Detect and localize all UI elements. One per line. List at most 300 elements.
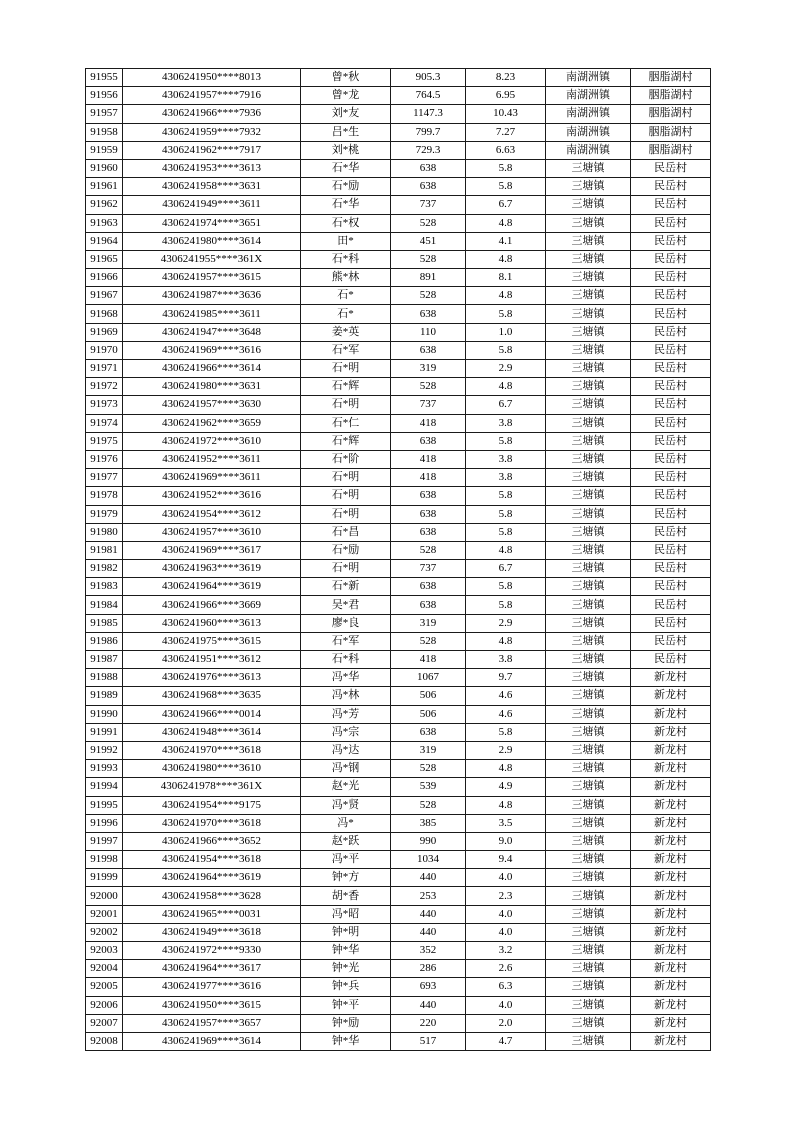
table-cell-town: 三塘镇 <box>546 232 631 250</box>
table-cell-name: 钟*励 <box>301 1014 391 1032</box>
table-cell-town: 三塘镇 <box>546 869 631 887</box>
table-row <box>86 105 711 123</box>
table-cell-seq: 91987 <box>86 651 123 669</box>
table-cell-amount: 638 <box>391 341 466 359</box>
table-cell-id_number: 4306241964****3619 <box>123 869 301 887</box>
table-cell-rate: 3.8 <box>466 469 546 487</box>
table-cell-rate: 2.6 <box>466 960 546 978</box>
table-cell-rate: 4.7 <box>466 1032 546 1050</box>
table-cell-village: 新龙村 <box>631 1014 711 1032</box>
table-cell-village: 民岳村 <box>631 305 711 323</box>
table-cell-name: 胡*香 <box>301 887 391 905</box>
table-cell-village: 新龙村 <box>631 978 711 996</box>
table-cell-id_number: 4306241970****3618 <box>123 741 301 759</box>
table-cell-id_number: 4306241974****3651 <box>123 214 301 232</box>
table-cell-town: 三塘镇 <box>546 505 631 523</box>
table-cell-name: 石*昌 <box>301 523 391 541</box>
table-cell-id_number: 4306241980****3610 <box>123 760 301 778</box>
table-cell-amount: 418 <box>391 651 466 669</box>
table-cell-amount: 1067 <box>391 669 466 687</box>
table-cell-rate: 3.8 <box>466 450 546 468</box>
table-cell-id_number: 4306241953****3613 <box>123 159 301 177</box>
table-cell-amount: 638 <box>391 487 466 505</box>
table-cell-seq: 91986 <box>86 632 123 650</box>
table-cell-id_number: 4306241957****3615 <box>123 269 301 287</box>
table-cell-town: 三塘镇 <box>546 1032 631 1050</box>
table-cell-rate: 2.9 <box>466 614 546 632</box>
table-cell-village: 新龙村 <box>631 796 711 814</box>
table-cell-amount: 539 <box>391 778 466 796</box>
table-cell-name: 石*励 <box>301 541 391 559</box>
table-cell-id_number: 4306241987****3636 <box>123 287 301 305</box>
table-cell-seq: 91975 <box>86 432 123 450</box>
table-cell-id_number: 4306241972****3610 <box>123 432 301 450</box>
table-cell-amount: 352 <box>391 942 466 960</box>
table-cell-rate: 9.4 <box>466 851 546 869</box>
table-row <box>86 541 711 559</box>
table-cell-name: 冯*达 <box>301 741 391 759</box>
table-cell-town: 三塘镇 <box>546 996 631 1014</box>
table-row <box>86 942 711 960</box>
table-row <box>86 741 711 759</box>
table-cell-seq: 91957 <box>86 105 123 123</box>
table-cell-amount: 528 <box>391 632 466 650</box>
table-cell-seq: 91962 <box>86 196 123 214</box>
table-cell-seq: 91961 <box>86 178 123 196</box>
table-cell-town: 三塘镇 <box>546 432 631 450</box>
table-cell-name: 石*新 <box>301 578 391 596</box>
table-cell-id_number: 4306241980****3631 <box>123 378 301 396</box>
table-cell-town: 三塘镇 <box>546 741 631 759</box>
table-cell-rate: 2.9 <box>466 741 546 759</box>
table-row <box>86 378 711 396</box>
table-cell-seq: 91969 <box>86 323 123 341</box>
table-cell-seq: 92005 <box>86 978 123 996</box>
table-cell-rate: 9.7 <box>466 669 546 687</box>
table-cell-town: 三塘镇 <box>546 960 631 978</box>
table-cell-rate: 4.6 <box>466 687 546 705</box>
table-cell-name: 赵*光 <box>301 778 391 796</box>
table-cell-id_number: 4306241976****3613 <box>123 669 301 687</box>
table-cell-name: 石*励 <box>301 178 391 196</box>
table-row <box>86 287 711 305</box>
table-cell-town: 三塘镇 <box>546 832 631 850</box>
table-cell-town: 三塘镇 <box>546 687 631 705</box>
table-cell-amount: 638 <box>391 305 466 323</box>
table-cell-seq: 91979 <box>86 505 123 523</box>
table-cell-id_number: 4306241947****3648 <box>123 323 301 341</box>
table-row <box>86 123 711 141</box>
table-cell-name: 冯*钢 <box>301 760 391 778</box>
table-cell-amount: 638 <box>391 723 466 741</box>
table-cell-name: 石*华 <box>301 196 391 214</box>
table-cell-rate: 8.23 <box>466 69 546 87</box>
table-cell-amount: 729.3 <box>391 141 466 159</box>
table-cell-name: 冯*贤 <box>301 796 391 814</box>
table-cell-town: 南湖洲镇 <box>546 69 631 87</box>
table-row <box>86 341 711 359</box>
table-cell-id_number: 4306241985****3611 <box>123 305 301 323</box>
table-cell-id_number: 4306241966****0014 <box>123 705 301 723</box>
table-cell-id_number: 4306241950****3615 <box>123 996 301 1014</box>
table-cell-town: 三塘镇 <box>546 159 631 177</box>
table-cell-name: 吴*君 <box>301 596 391 614</box>
table-cell-village: 胭脂湖村 <box>631 123 711 141</box>
table-cell-rate: 8.1 <box>466 269 546 287</box>
table-cell-id_number: 4306241966****7936 <box>123 105 301 123</box>
table-cell-rate: 6.7 <box>466 560 546 578</box>
table-cell-town: 三塘镇 <box>546 360 631 378</box>
table-cell-amount: 1034 <box>391 851 466 869</box>
table-cell-id_number: 4306241972****9330 <box>123 942 301 960</box>
table-cell-seq: 91960 <box>86 159 123 177</box>
table-cell-amount: 385 <box>391 814 466 832</box>
table-cell-seq: 91994 <box>86 778 123 796</box>
table-cell-seq: 91968 <box>86 305 123 323</box>
table-cell-village: 新龙村 <box>631 669 711 687</box>
table-cell-id_number: 4306241968****3635 <box>123 687 301 705</box>
table-cell-id_number: 4306241954****3618 <box>123 851 301 869</box>
table-row <box>86 723 711 741</box>
table-cell-amount: 418 <box>391 414 466 432</box>
table-cell-seq: 91997 <box>86 832 123 850</box>
table-cell-town: 三塘镇 <box>546 323 631 341</box>
table-cell-id_number: 4306241964****3617 <box>123 960 301 978</box>
table-cell-village: 民岳村 <box>631 250 711 268</box>
table-cell-town: 三塘镇 <box>546 414 631 432</box>
table-cell-rate: 5.8 <box>466 578 546 596</box>
table-cell-rate: 5.8 <box>466 178 546 196</box>
table-cell-village: 民岳村 <box>631 214 711 232</box>
table-cell-amount: 440 <box>391 923 466 941</box>
table-cell-village: 民岳村 <box>631 596 711 614</box>
table-cell-rate: 2.0 <box>466 1014 546 1032</box>
table-row <box>86 87 711 105</box>
table-cell-village: 民岳村 <box>631 505 711 523</box>
table-cell-id_number: 4306241955****361X <box>123 250 301 268</box>
table-cell-rate: 4.8 <box>466 632 546 650</box>
table-cell-seq: 91984 <box>86 596 123 614</box>
table-cell-name: 曾*龙 <box>301 87 391 105</box>
table-cell-village: 民岳村 <box>631 360 711 378</box>
table-cell-town: 三塘镇 <box>546 596 631 614</box>
table-cell-rate: 1.0 <box>466 323 546 341</box>
table-cell-id_number: 4306241975****3615 <box>123 632 301 650</box>
table-cell-seq: 91966 <box>86 269 123 287</box>
table-cell-town: 三塘镇 <box>546 523 631 541</box>
table-cell-rate: 4.0 <box>466 905 546 923</box>
table-cell-rate: 4.8 <box>466 287 546 305</box>
table-cell-town: 三塘镇 <box>546 760 631 778</box>
table-cell-seq: 91998 <box>86 851 123 869</box>
table-cell-village: 新龙村 <box>631 760 711 778</box>
table-cell-name: 石*明 <box>301 487 391 505</box>
table-cell-name: 钟*光 <box>301 960 391 978</box>
table-row <box>86 687 711 705</box>
table-cell-seq: 91967 <box>86 287 123 305</box>
table-cell-seq: 91976 <box>86 450 123 468</box>
table-cell-seq: 91980 <box>86 523 123 541</box>
table-cell-amount: 528 <box>391 287 466 305</box>
table-cell-village: 民岳村 <box>631 232 711 250</box>
table-cell-id_number: 4306241960****3613 <box>123 614 301 632</box>
table-cell-amount: 638 <box>391 178 466 196</box>
table-cell-rate: 7.27 <box>466 123 546 141</box>
table-cell-seq: 91992 <box>86 741 123 759</box>
table-cell-seq: 91955 <box>86 69 123 87</box>
table-cell-village: 民岳村 <box>631 578 711 596</box>
table-cell-amount: 737 <box>391 196 466 214</box>
table-row <box>86 560 711 578</box>
table-row <box>86 178 711 196</box>
table-row <box>86 1032 711 1050</box>
table-row <box>86 69 711 87</box>
table-cell-name: 姜*英 <box>301 323 391 341</box>
table-cell-amount: 506 <box>391 705 466 723</box>
table-row <box>86 305 711 323</box>
table-cell-rate: 5.8 <box>466 505 546 523</box>
table-cell-name: 刘*友 <box>301 105 391 123</box>
table-cell-town: 三塘镇 <box>546 305 631 323</box>
table-row <box>86 214 711 232</box>
table-row <box>86 232 711 250</box>
table-row <box>86 851 711 869</box>
table-cell-name: 冯*昭 <box>301 905 391 923</box>
table-cell-rate: 4.8 <box>466 796 546 814</box>
table-cell-amount: 418 <box>391 450 466 468</box>
table-cell-id_number: 4306241964****3619 <box>123 578 301 596</box>
table-row <box>86 832 711 850</box>
table-row <box>86 651 711 669</box>
table-cell-amount: 528 <box>391 250 466 268</box>
table-cell-village: 民岳村 <box>631 178 711 196</box>
table-cell-name: 石*华 <box>301 159 391 177</box>
table-cell-id_number: 4306241969****3614 <box>123 1032 301 1050</box>
table-cell-town: 三塘镇 <box>546 851 631 869</box>
table-cell-name: 钟*兵 <box>301 978 391 996</box>
table-row <box>86 414 711 432</box>
table-row <box>86 469 711 487</box>
table-cell-amount: 286 <box>391 960 466 978</box>
table-cell-town: 三塘镇 <box>546 923 631 941</box>
table-cell-name: 石*辉 <box>301 432 391 450</box>
table-row <box>86 250 711 268</box>
table-cell-seq: 91974 <box>86 414 123 432</box>
table-cell-name: 石* <box>301 287 391 305</box>
table-cell-village: 新龙村 <box>631 942 711 960</box>
table-cell-seq: 92008 <box>86 1032 123 1050</box>
table-cell-rate: 6.63 <box>466 141 546 159</box>
table-cell-village: 新龙村 <box>631 1032 711 1050</box>
table-cell-town: 三塘镇 <box>546 450 631 468</box>
table-cell-seq: 92000 <box>86 887 123 905</box>
table-cell-id_number: 4306241957****3657 <box>123 1014 301 1032</box>
table-row <box>86 796 711 814</box>
table-cell-id_number: 4306241978****361X <box>123 778 301 796</box>
table-cell-id_number: 4306241957****3610 <box>123 523 301 541</box>
table-row <box>86 269 711 287</box>
table-cell-village: 新龙村 <box>631 905 711 923</box>
table-cell-amount: 440 <box>391 996 466 1014</box>
table-cell-amount: 764.5 <box>391 87 466 105</box>
table-row <box>86 141 711 159</box>
table-cell-village: 新龙村 <box>631 741 711 759</box>
table-cell-amount: 638 <box>391 505 466 523</box>
table-cell-village: 民岳村 <box>631 287 711 305</box>
table-cell-seq: 91970 <box>86 341 123 359</box>
table-cell-amount: 517 <box>391 1032 466 1050</box>
table-cell-rate: 4.8 <box>466 760 546 778</box>
table-cell-village: 新龙村 <box>631 851 711 869</box>
table-cell-id_number: 4306241969****3617 <box>123 541 301 559</box>
table-row <box>86 614 711 632</box>
table-row <box>86 760 711 778</box>
table-cell-seq: 92001 <box>86 905 123 923</box>
table-cell-amount: 1147.3 <box>391 105 466 123</box>
table-row <box>86 505 711 523</box>
table-cell-village: 民岳村 <box>631 651 711 669</box>
table-cell-rate: 4.8 <box>466 378 546 396</box>
table-cell-name: 石*明 <box>301 360 391 378</box>
table-row <box>86 196 711 214</box>
table-cell-seq: 91971 <box>86 360 123 378</box>
table-cell-id_number: 4306241962****3659 <box>123 414 301 432</box>
table-cell-town: 三塘镇 <box>546 796 631 814</box>
table-cell-rate: 5.8 <box>466 723 546 741</box>
table-cell-town: 三塘镇 <box>546 250 631 268</box>
subsidy-table <box>85 68 711 1051</box>
table-cell-id_number: 4306241966****3652 <box>123 832 301 850</box>
table-cell-amount: 220 <box>391 1014 466 1032</box>
table-cell-id_number: 4306241949****3611 <box>123 196 301 214</box>
table-cell-seq: 91978 <box>86 487 123 505</box>
table-cell-name: 钟*华 <box>301 1032 391 1050</box>
table-cell-seq: 91981 <box>86 541 123 559</box>
table-cell-amount: 319 <box>391 741 466 759</box>
table-cell-town: 三塘镇 <box>546 887 631 905</box>
table-row <box>86 923 711 941</box>
table-cell-village: 民岳村 <box>631 159 711 177</box>
table-cell-amount: 891 <box>391 269 466 287</box>
table-cell-village: 民岳村 <box>631 269 711 287</box>
table-cell-seq: 92002 <box>86 923 123 941</box>
table-cell-village: 新龙村 <box>631 960 711 978</box>
table-cell-amount: 737 <box>391 396 466 414</box>
table-cell-town: 三塘镇 <box>546 651 631 669</box>
table-body <box>86 69 711 1051</box>
table-cell-seq: 91991 <box>86 723 123 741</box>
table-cell-amount: 528 <box>391 796 466 814</box>
table-cell-amount: 440 <box>391 869 466 887</box>
table-cell-village: 胭脂湖村 <box>631 105 711 123</box>
table-cell-name: 吕*生 <box>301 123 391 141</box>
table-row <box>86 523 711 541</box>
table-cell-rate: 4.9 <box>466 778 546 796</box>
table-cell-rate: 5.8 <box>466 487 546 505</box>
table-cell-name: 钟*华 <box>301 942 391 960</box>
table-cell-seq: 91965 <box>86 250 123 268</box>
table-cell-name: 石* <box>301 305 391 323</box>
table-cell-rate: 2.9 <box>466 360 546 378</box>
table-row <box>86 159 711 177</box>
table-cell-id_number: 4306241952****3616 <box>123 487 301 505</box>
table-cell-town: 三塘镇 <box>546 814 631 832</box>
table-cell-town: 三塘镇 <box>546 632 631 650</box>
table-cell-rate: 4.0 <box>466 996 546 1014</box>
table-cell-name: 钟*方 <box>301 869 391 887</box>
table-cell-town: 三塘镇 <box>546 560 631 578</box>
table-cell-name: 石*辉 <box>301 378 391 396</box>
table-cell-village: 新龙村 <box>631 778 711 796</box>
table-row <box>86 396 711 414</box>
table-cell-town: 三塘镇 <box>546 214 631 232</box>
table-cell-id_number: 4306241966****3669 <box>123 596 301 614</box>
table-cell-rate: 9.0 <box>466 832 546 850</box>
table-cell-name: 冯*宗 <box>301 723 391 741</box>
table-cell-town: 三塘镇 <box>546 196 631 214</box>
table-cell-village: 新龙村 <box>631 869 711 887</box>
table-cell-id_number: 4306241954****9175 <box>123 796 301 814</box>
table-cell-rate: 5.8 <box>466 523 546 541</box>
table-cell-rate: 3.5 <box>466 814 546 832</box>
table-cell-seq: 92004 <box>86 960 123 978</box>
table-cell-id_number: 4306241962****7917 <box>123 141 301 159</box>
table-cell-town: 三塘镇 <box>546 178 631 196</box>
table-cell-id_number: 4306241957****7916 <box>123 87 301 105</box>
table-cell-name: 石*科 <box>301 651 391 669</box>
table-cell-id_number: 4306241966****3614 <box>123 360 301 378</box>
table-cell-village: 新龙村 <box>631 814 711 832</box>
table-row <box>86 632 711 650</box>
table-cell-rate: 4.8 <box>466 541 546 559</box>
table-cell-id_number: 4306241977****3616 <box>123 978 301 996</box>
table-cell-seq: 91973 <box>86 396 123 414</box>
table-cell-amount: 638 <box>391 578 466 596</box>
table-cell-seq: 91985 <box>86 614 123 632</box>
table-cell-name: 刘*桃 <box>301 141 391 159</box>
table-cell-seq: 91983 <box>86 578 123 596</box>
table-cell-name: 廖*良 <box>301 614 391 632</box>
table-cell-village: 新龙村 <box>631 887 711 905</box>
table-cell-id_number: 4306241963****3619 <box>123 560 301 578</box>
table-cell-name: 石*明 <box>301 560 391 578</box>
table-row <box>86 450 711 468</box>
table-cell-amount: 528 <box>391 378 466 396</box>
table-cell-rate: 4.8 <box>466 250 546 268</box>
table-cell-amount: 440 <box>391 905 466 923</box>
table-cell-id_number: 4306241980****3614 <box>123 232 301 250</box>
table-row <box>86 432 711 450</box>
table-cell-town: 三塘镇 <box>546 942 631 960</box>
table-cell-name: 石*明 <box>301 396 391 414</box>
table-cell-village: 民岳村 <box>631 450 711 468</box>
table-cell-rate: 10.43 <box>466 105 546 123</box>
table-cell-id_number: 4306241970****3618 <box>123 814 301 832</box>
table-row <box>86 596 711 614</box>
table-cell-village: 民岳村 <box>631 487 711 505</box>
table-cell-name: 石*军 <box>301 341 391 359</box>
table-cell-village: 民岳村 <box>631 632 711 650</box>
table-cell-name: 赵*跃 <box>301 832 391 850</box>
table-cell-village: 新龙村 <box>631 832 711 850</box>
table-cell-rate: 5.8 <box>466 159 546 177</box>
table-cell-name: 曾*秋 <box>301 69 391 87</box>
table-cell-village: 民岳村 <box>631 341 711 359</box>
table-cell-town: 三塘镇 <box>546 396 631 414</box>
table-cell-id_number: 4306241969****3616 <box>123 341 301 359</box>
table-cell-village: 民岳村 <box>631 523 711 541</box>
table-cell-rate: 4.0 <box>466 923 546 941</box>
